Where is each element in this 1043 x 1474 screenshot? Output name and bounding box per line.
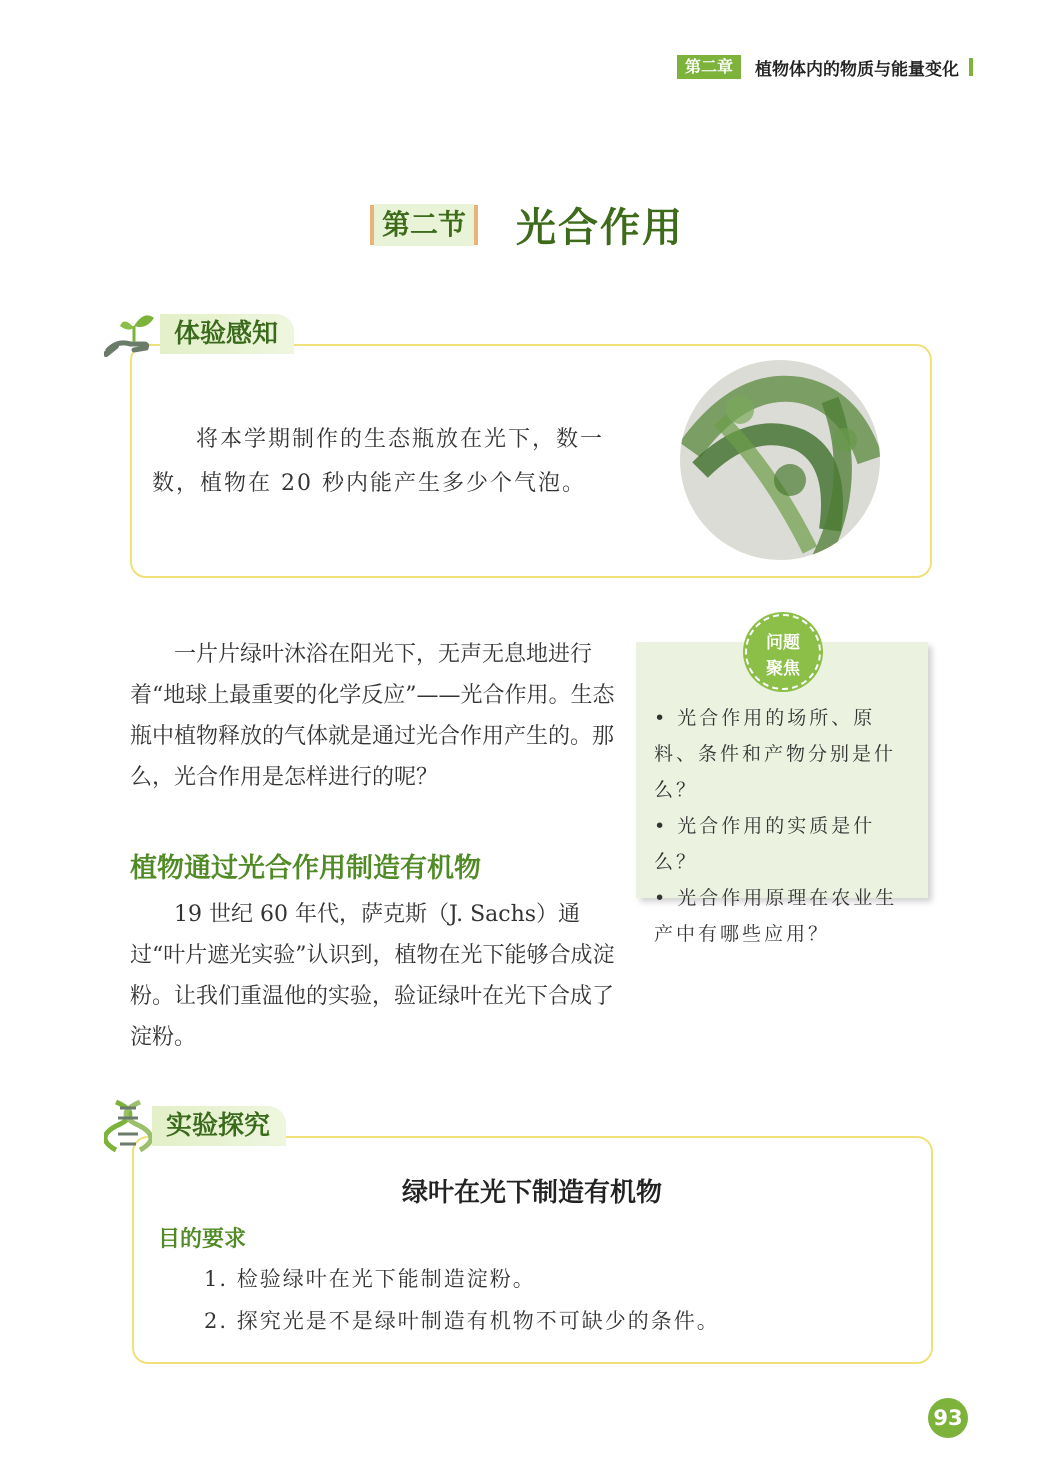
hand-sprout-icon: [104, 306, 160, 362]
dna-icon: [104, 1098, 152, 1154]
goal-list: [204, 1258, 720, 1342]
goal-label: 目的要求: [158, 1227, 247, 1252]
goal-item: 1. 检验绿叶在光下能制造淀粉。: [204, 1267, 536, 1291]
focus-badge-line2: 聚焦: [766, 659, 800, 679]
experiment-tab: [104, 1098, 286, 1154]
page-number: 93: [928, 1398, 968, 1438]
section-title: 光合作用: [516, 205, 685, 251]
section-heading: [370, 196, 684, 253]
experience-text: 将本学期制作的生态瓶放在光下，数一数，植物在 20 秒内能产生多少个气泡。: [152, 427, 605, 496]
chapter-header: [677, 54, 973, 80]
section-label: 第二节: [374, 204, 474, 246]
question-focus-badge: [745, 614, 821, 690]
subsection-paragraph: 19 世纪 60 年代，萨克斯（J. Sachs）通过“叶片遮光实验”认识到，植物在光下能够合成淀粉。让我们重温他的实验，验证绿叶在光下合成了淀粉。: [130, 902, 615, 1050]
experiment-tab-label: 实验探究: [152, 1106, 286, 1146]
subsection-heading: 植物通过光合作用制造有机物: [130, 853, 481, 884]
experience-tab-label: 体验感知: [160, 314, 294, 354]
section-label-bar-right: [474, 205, 478, 245]
aquatic-plant-photo: [680, 360, 880, 560]
focus-question-item: • 光合作用原理在农业生产中有哪些应用？: [654, 887, 898, 945]
chapter-tag: 第二章: [677, 55, 741, 79]
header-bar: [969, 58, 973, 76]
chapter-title: 植物体内的物质与能量变化: [755, 59, 959, 80]
focus-question-item: • 光合作用的实质是什么？: [654, 815, 876, 873]
goal-item: 2. 探究光是不是绿叶制造有机物不可缺少的条件。: [204, 1309, 720, 1333]
focus-question-list: [654, 700, 916, 952]
focus-badge-line1: 问题: [766, 633, 800, 653]
intro-paragraph: 一片片绿叶沐浴在阳光下，无声无息地进行着“地球上最重要的化学反应”——光合作用。生态瓶中植物释放的气体就是通过光合作用产生的。那么，光合作用是怎样进行的呢？: [130, 642, 615, 790]
experience-tab: [104, 306, 294, 362]
experiment-title: 绿叶在光下制造有机物: [401, 1178, 662, 1208]
focus-question-item: • 光合作用的场所、原料、条件和产物分别是什么？: [654, 707, 897, 801]
